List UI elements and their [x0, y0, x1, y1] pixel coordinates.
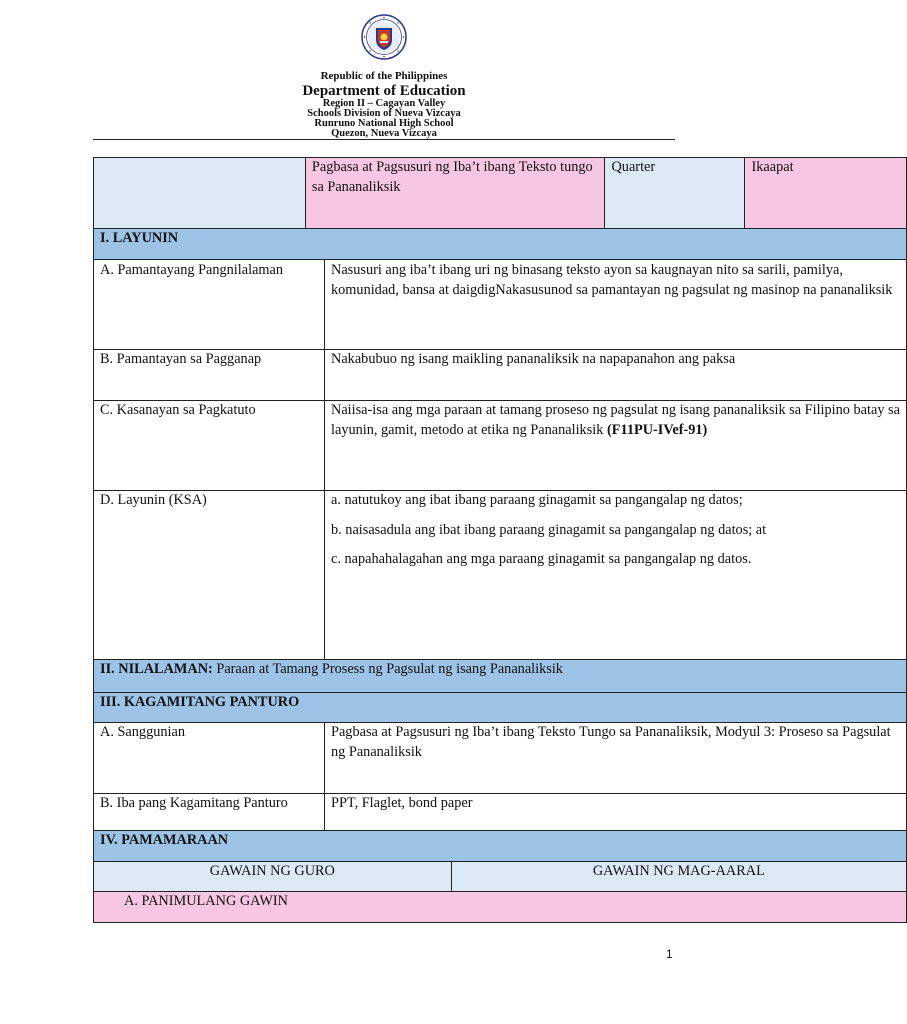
row-d-label: D. Layunin (KSA) — [94, 491, 325, 660]
ksa-item-a: a. natutukoy ang ibat ibang paraang ginagamit sa pangangalap ng datos; — [331, 492, 743, 508]
sanggunian-text: Pagbasa at Pagsusuri ng Iba’t ibang Teksto Tungo sa Pananaliksik, Modyul 3: Proseso sa Pagsulat ng Pananaliksik — [325, 723, 907, 794]
ksa-item-b: b. naisasadula ang ibat ibang paraang ginagamit sa pangangalap ng datos; at — [331, 521, 767, 538]
deped-seal-logo — [361, 14, 407, 60]
header-divider — [93, 139, 675, 140]
quarter-label: Quarter — [605, 158, 745, 228]
row-b-text: Nakabubuo ng isang maikling pananaliksik na napapanahon ang paksa — [325, 350, 907, 401]
row-c-label: C. Kasanayan sa Pagkatuto — [94, 401, 325, 491]
row-c-cell — [325, 401, 907, 491]
competency-code: (F11PU-IVef-91) — [606, 421, 708, 438]
letterhead — [0, 70, 768, 139]
panimulang-gawain-row: A. PANIMULANG GAWIN — [94, 892, 907, 923]
quarter-value: Ikaapat — [745, 158, 906, 228]
gawain-guro-header: GAWAIN NG GURO — [94, 862, 451, 891]
section-kagamitan: III. KAGAMITANG PANTURO — [94, 693, 907, 723]
iba-pang-kagamitan-label: B. Iba pang Kagamitang Panturo — [94, 794, 325, 831]
iba-pang-kagamitan-text: PPT, Flaglet, bond paper — [325, 794, 907, 831]
section-nilalaman — [94, 660, 907, 693]
row-b-label: B. Pamantayan sa Pagganap — [94, 350, 325, 401]
division-line: Schools Division of Nueva Vizcaya — [307, 108, 461, 119]
row-a-label: A. Pamantayang Pangnilalaman — [94, 260, 325, 350]
ksa-item-c: c. napahahalagahan ang mga paraang ginagamit sa pangangalap ng datos. — [331, 551, 752, 567]
department-line: Department of Education — [302, 83, 466, 99]
school-line: Runruno National High School — [314, 118, 454, 129]
row-a-text: Nasusuri ang iba’t ibang uri ng binasang teksto ayon sa kaugnayan nito sa sarili, pamilya, komunidad, bansa at daigdigNakasusunod sa pamantayan ng pagsulat ng masinop na pananaliksik — [325, 260, 907, 350]
subject-title: Pagbasa at Pagsusuri ng Iba’t ibang Teksto tungo sa Pananaliksik — [305, 158, 605, 228]
page-number: 1 — [666, 947, 673, 961]
nilalaman-text: Paraan at Tamang Prosess ng Pagsulat ng isang Pananaliksik — [212, 661, 563, 677]
blank-header-cell — [94, 158, 305, 228]
row-d-cell — [325, 491, 907, 660]
gawain-mag-aaral-header: GAWAIN NG MAG-AARAL — [451, 862, 906, 891]
republic-line: Republic of the Philippines — [320, 70, 448, 82]
section-layunin: I. LAYUNIN — [94, 229, 907, 260]
sanggunian-label: A. Sanggunian — [94, 723, 325, 794]
region-line: Region II – Cagayan Valley — [322, 98, 446, 109]
row-c-text: Naiisa-isa ang mga paraan at tamang proseso ng pagsulat ng isang pananaliksik sa Filipino batay sa layunin, gamit, metodo at etika ng Pananaliksik — [331, 402, 900, 438]
address-line: Quezon, Nueva Vizcaya — [331, 128, 437, 139]
lesson-plan-table — [93, 157, 907, 923]
section-pamamaraan: IV. PAMAMARAAN — [94, 831, 907, 862]
nilalaman-label: II. NILALAMAN: — [100, 661, 213, 677]
